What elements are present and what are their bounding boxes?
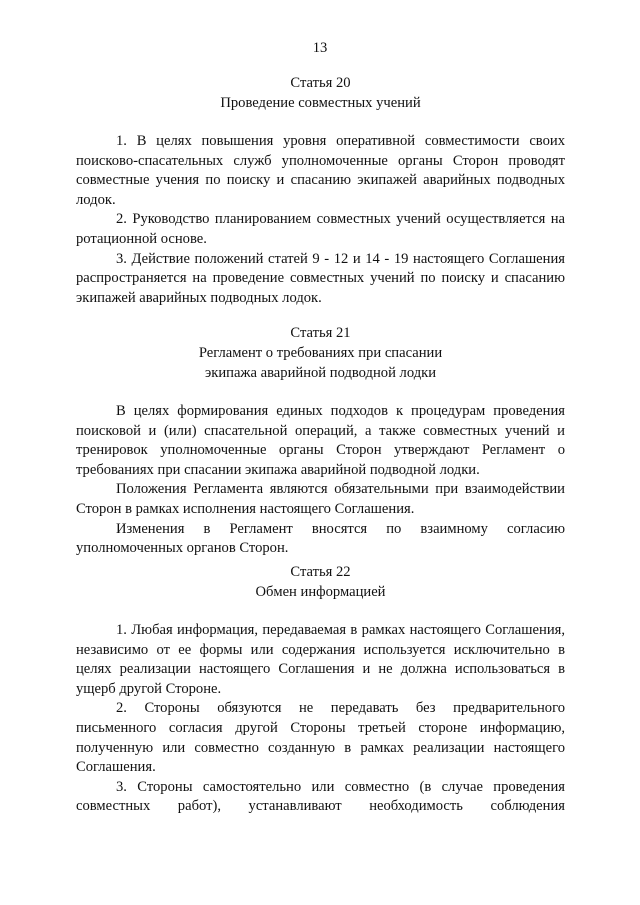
article-number: Статья 20	[290, 75, 351, 91]
article-21	[76, 323, 565, 559]
paragraph: Изменения в Регламент вносятся по взаимному согласию уполномоченных органов Сторон.	[76, 520, 565, 557]
page-number: 13	[312, 40, 328, 56]
paragraph: 2. Стороны обязуются не передавать без предварительного письменного согласия другой Стороны третьей стороне информацию, полученную или совместно созданную в рамках реализации настоящего Соглашения.	[76, 700, 565, 776]
paragraph: 1. Любая информация, передаваемая в рамках настоящего Соглашения, независимо от ее формы или содержания используется исключительно в целях реализации настоящего Соглашения и не должна использоваться в ущерб другой Стороне.	[76, 622, 565, 697]
article-number: Статья 22	[290, 564, 351, 580]
article-20-heading	[76, 73, 565, 113]
article-22	[76, 562, 565, 817]
paragraph: Положения Регламента являются обязательными при взаимодействии Сторон в рамках исполнения настоящего Соглашения.	[76, 481, 565, 517]
article-title: Обмен информацией	[255, 584, 386, 600]
paragraph: В целях формирования единых подходов к процедурам проведения поисковой и (или) спасательной операций, а также совместных учений и тренировок уполномоченные органы Сторон утверждают Регламент о требованиях при спасании экипажа аварийной подводной лодки.	[76, 403, 565, 478]
article-21-heading	[76, 323, 565, 383]
paragraph: 3. Стороны самостоятельно или совместно (в случае проведения совместных работ), устанавливают необходимость соблюдения	[76, 778, 565, 815]
article-title: Проведение совместных учений	[220, 95, 421, 111]
paragraph: 3. Действие положений статей 9 - 12 и 14 - 19 настоящего Соглашения распространяется на проведение совместных учений по поиску и спасанию экипажей аварийных подводных лодок.	[76, 250, 565, 306]
article-20	[76, 73, 565, 308]
paragraph: 1. В целях повышения уровня оперативной совместимости своих поисково-спасательных служб уполномоченные органы Сторон проводят совместные учения по поиску и спасанию экипажей аварийных подводных лодок.	[76, 133, 565, 208]
article-22-heading	[76, 562, 565, 602]
article-title-line: экипажа аварийной подводной лодки	[204, 365, 437, 381]
paragraph: 2. Руководство планированием совместных учений осуществляется на ротационной основе.	[76, 211, 565, 247]
article-title-line: Регламент о требованиях при спасании	[198, 345, 443, 361]
article-number: Статья 21	[290, 325, 351, 341]
